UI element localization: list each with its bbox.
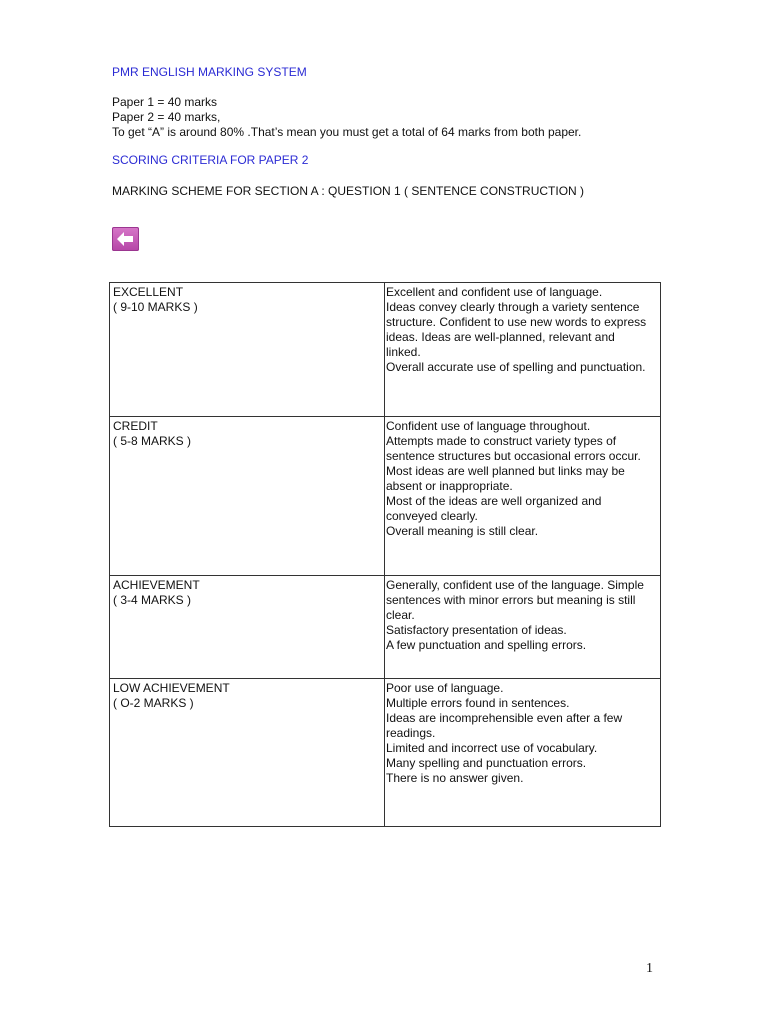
description-cell <box>385 679 661 827</box>
band-name: EXCELLENT <box>113 285 184 299</box>
band-marks: ( 9-10 MARKS ) <box>113 300 198 314</box>
band-name: CREDIT <box>113 419 158 433</box>
description-line: sentences with minor errors but meaning is still <box>386 593 636 607</box>
description-line: Most ideas are well planned but links may be <box>386 464 625 478</box>
description-line: Generally, confident use of the language. Simple <box>386 578 644 592</box>
description-line: Confident use of language throughout. <box>386 419 591 433</box>
description-line: sentence structures but occasional errors occur. <box>386 449 641 463</box>
description-line: ideas. Ideas are well-planned, relevant and <box>386 330 615 344</box>
band-marks: ( 3-4 MARKS ) <box>113 593 192 607</box>
back-button[interactable] <box>112 227 139 251</box>
description-line: Poor use of language. <box>386 681 504 695</box>
paper-2-line: Paper 2 = 40 marks, <box>112 110 221 124</box>
band-cell <box>110 283 385 417</box>
description-line: Multiple errors found in sentences. <box>386 696 570 710</box>
description-line: Overall meaning is still clear. <box>386 524 539 538</box>
description-line: There is no answer given. <box>386 771 524 785</box>
band-cell <box>110 417 385 576</box>
back-arrow-icon <box>116 230 135 248</box>
description-line: Most of the ideas are well organized and <box>386 494 602 508</box>
description-line: A few punctuation and spelling errors. <box>386 638 587 652</box>
grade-a-line: To get “A” is around 80% .That’s mean you must get a total of 64 marks from both paper. <box>112 125 582 139</box>
description-cell <box>385 576 661 679</box>
description-line: clear. <box>386 608 415 622</box>
band-marks: ( 5-8 MARKS ) <box>113 434 192 448</box>
rubric-row-credit <box>110 417 661 576</box>
description-line: Limited and incorrect use of vocabulary. <box>386 741 598 755</box>
description-line: Ideas convey clearly through a variety sentence <box>386 300 640 314</box>
description-line: absent or inappropriate. <box>386 479 513 493</box>
band-name: ACHIEVEMENT <box>113 578 200 592</box>
description-cell <box>385 283 661 417</box>
rubric-row-excellent <box>110 283 661 417</box>
marking-scheme-heading: MARKING SCHEME FOR SECTION A : QUESTION 1 ( SENTENCE CONSTRUCTION ) <box>112 184 585 198</box>
band-cell <box>110 679 385 827</box>
rubric-row-low-achievement <box>110 679 661 827</box>
document-title: PMR ENGLISH MARKING SYSTEM <box>112 65 307 79</box>
marking-rubric-table <box>109 282 661 827</box>
description-line: Excellent and confident use of language. <box>386 285 603 299</box>
description-line: linked. <box>386 345 421 359</box>
band-marks: ( O-2 MARKS ) <box>113 696 194 710</box>
description-line: Overall accurate use of spelling and punctuation. <box>386 360 646 374</box>
rubric-row-achievement <box>110 576 661 679</box>
description-cell <box>385 417 661 576</box>
paper-1-line: Paper 1 = 40 marks <box>112 95 218 109</box>
page-number: 1 <box>646 961 653 976</box>
description-line: Many spelling and punctuation errors. <box>386 756 587 770</box>
scoring-criteria-heading: SCORING CRITERIA FOR PAPER 2 <box>112 153 309 167</box>
description-line: Satisfactory presentation of ideas. <box>386 623 567 637</box>
paper-marks-info <box>112 95 581 140</box>
description-line: Ideas are incomprehensible even after a few <box>386 711 623 725</box>
description-line: conveyed clearly. <box>386 509 478 523</box>
description-line: readings. <box>386 726 436 740</box>
description-line: structure. Confident to use new words to express <box>386 315 647 329</box>
band-cell <box>110 576 385 679</box>
band-name: LOW ACHIEVEMENT <box>113 681 230 695</box>
description-line: Attempts made to construct variety types of <box>386 434 617 448</box>
